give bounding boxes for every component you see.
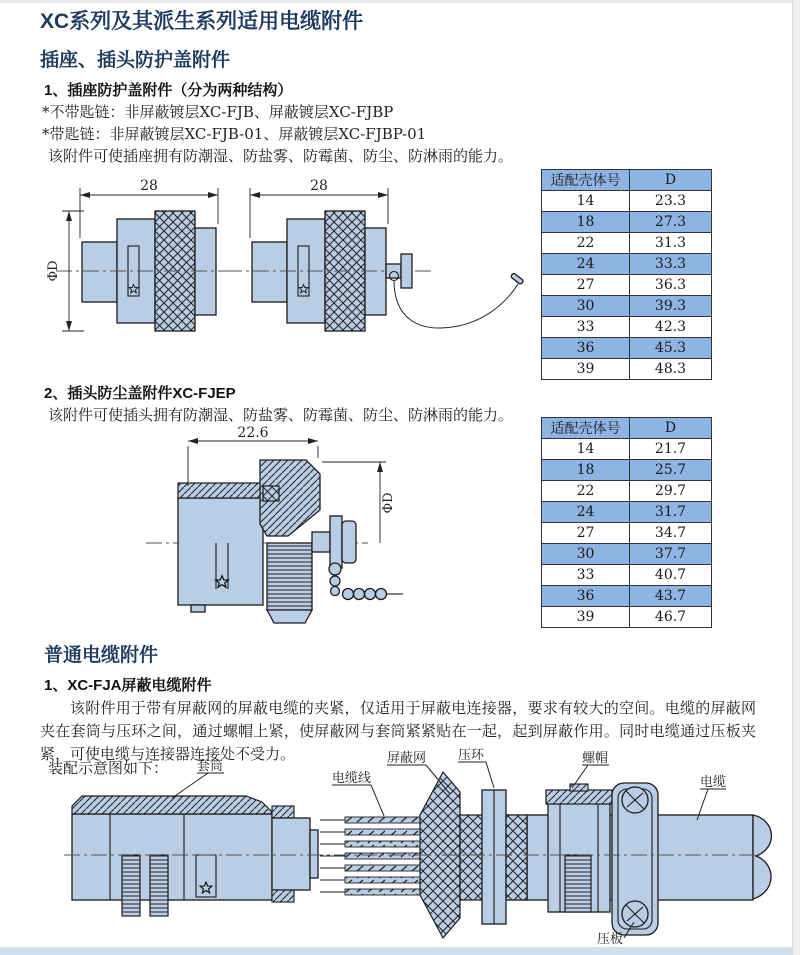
column-header: D [630,170,712,191]
table-cell: 39 [542,607,630,628]
table-row [542,607,712,628]
table-cell: 14 [542,191,630,212]
table-cell: 24 [542,254,630,275]
table-row [542,586,712,607]
table-cell: 18 [542,212,630,233]
dim-phi-d-2: ΦD [381,492,396,514]
table-cell: 25.7 [630,460,712,481]
section-covers-heading: 插座、插头防护盖附件 [40,50,231,71]
table-row [542,275,712,296]
table-cell: 23.3 [630,191,712,212]
column-header: D [630,418,712,439]
table-cell: 33 [542,317,630,338]
dim-28-left: 28 [140,178,158,194]
item2-title: 2、插头防尘盖附件XC-FJEP [44,385,236,402]
table-cell: 27 [542,523,630,544]
table-row [542,460,712,481]
label-press-plate: 压板 [597,932,624,947]
table-row [542,439,712,460]
table-cell: 30 [542,296,630,317]
column-header: 适配壳体号 [542,418,630,439]
table-cell: 36 [542,586,630,607]
page-right-margin [792,0,800,955]
label-sleeve: 套筒 [197,759,224,774]
table-cell: 14 [542,439,630,460]
table-row [542,191,712,212]
item1-title: 1、插座防护盖附件（分为两种结构） [44,82,293,99]
item1-line2: *带匙链：非屏蔽镀层XC-FJB-01、屏蔽镀层XC-FJBP-01 [42,125,427,143]
table-cell: 34.7 [630,523,712,544]
table-cell: 36.3 [630,275,712,296]
table-cell: 27 [542,275,630,296]
table-cell: 21.7 [630,439,712,460]
table-row [542,481,712,502]
table-cell: 29.7 [630,481,712,502]
cable-item1-title: 1、XC-FJA屏蔽电缆附件 [44,677,212,694]
table-cell: 48.3 [630,359,712,380]
table-cell: 36 [542,338,630,359]
page-title: XC系列及其派生系列适用电缆附件 [40,10,364,33]
table-row [542,565,712,586]
table-cell: 43.7 [630,586,712,607]
column-header: 适配壳体号 [542,170,630,191]
table-row [542,523,712,544]
item1-line3: 该附件可使插座拥有防潮湿、防盐雾、防霉菌、防尘、防淋雨的能力。 [48,147,514,165]
table-row [542,502,712,523]
label-cable: 电缆 [700,775,727,790]
drawing-assembly [58,746,773,955]
shell-size-table-1 [541,169,712,380]
cable-item1-paragraph: 该附件用于带有屏蔽网的屏蔽电缆的夹紧，仅适用于屏蔽电连接器，要求有较大的空间。电缆的屏蔽网夹在套筒与压环之间，通过螺帽上紧，使屏蔽网与套筒紧紧贴在一起，起到屏蔽作用。同时电缆通过压板夹紧，可使电缆与连接器连接处不受力。 [40,699,756,763]
drawing-socket-covers [38,168,534,380]
table-cell: 31.3 [630,233,712,254]
table-cell: 22 [542,481,630,502]
item2-line1: 该附件可使插头拥有防潮湿、防盐雾、防霉菌、防尘、防淋雨的能力。 [48,406,514,424]
table-row [542,544,712,565]
table-cell: 46.7 [630,607,712,628]
cable-wires [320,817,423,895]
table-row [542,254,712,275]
table-cell: 18 [542,460,630,481]
footer-band [0,947,793,955]
table-cell: 39.3 [630,296,712,317]
section-cable-heading: 普通电缆附件 [44,645,159,666]
table-cell: 30 [542,544,630,565]
table-row [542,317,712,338]
table-row [542,296,712,317]
drawing-plug-dust-cover [128,424,438,636]
table-cell: 42.3 [630,317,712,338]
table-cell: 22 [542,233,630,254]
item1-line1: *不带匙链：非屏蔽镀层XC-FJB、屏蔽镀层XC-FJBP [42,103,394,121]
table-cell: 33 [542,565,630,586]
table-cell: 24 [542,502,630,523]
table-cell: 37.7 [630,544,712,565]
table-cell: 40.7 [630,565,712,586]
dim-22-6: 22.6 [237,425,269,441]
table-row [542,338,712,359]
table-header-row [542,418,712,439]
dim-28-right: 28 [310,178,328,194]
table-cell: 39 [542,359,630,380]
label-cable-wire: 电缆线 [332,771,372,786]
table-row [542,359,712,380]
shell-size-table-2 [541,417,712,628]
assembly-caption: 装配示意图如下： [48,759,169,777]
page-top-margin [0,0,800,3]
table-cell: 27.3 [630,212,712,233]
table-header-row [542,170,712,191]
label-press-ring: 压环 [458,748,485,763]
dim-phi-d: ΦD [46,260,61,282]
label-nut: 螺帽 [582,751,609,766]
table-row [542,212,712,233]
table-cell: 33.3 [630,254,712,275]
screw-icon [622,901,648,927]
table-row [542,233,712,254]
table-cell: 31.7 [630,502,712,523]
table-cell: 45.3 [630,338,712,359]
screw-icon [622,787,648,813]
label-shield-mesh: 屏蔽网 [387,751,427,766]
